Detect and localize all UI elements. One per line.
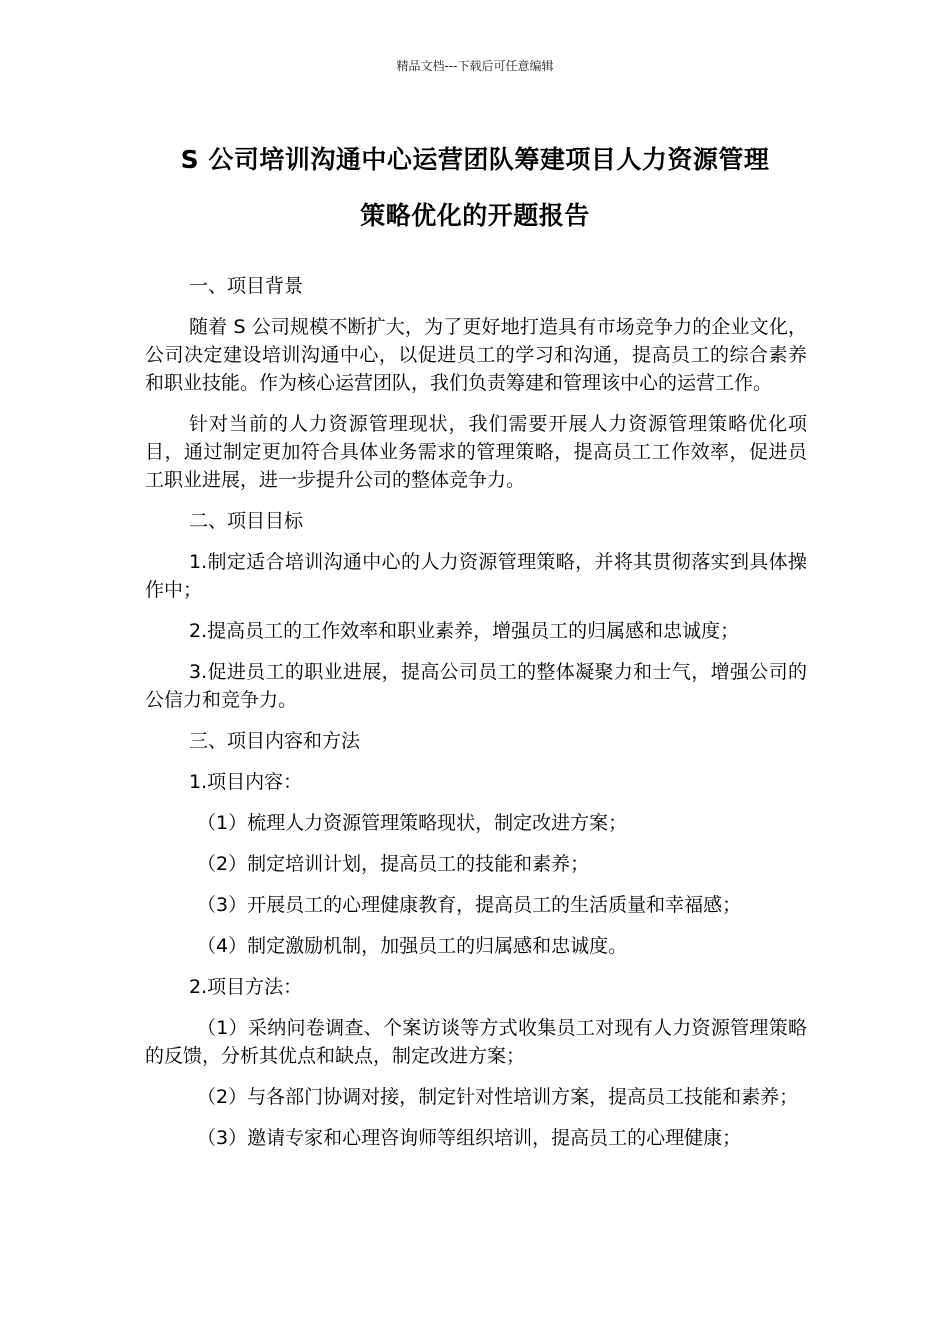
document-title-line-2: 策略优化的开题报告 xyxy=(360,201,590,230)
subsection-heading-methods: 2.项目方法： xyxy=(189,976,303,998)
goal-item: 1.制定适合培训沟通中心的人力资源管理策略，并将其贯彻落实到具体操作中； xyxy=(145,551,807,601)
content-item: （4）制定激励机制，加强员工的归属感和忠诚度。 xyxy=(197,935,628,957)
document-title-line-1: S 公司培训沟通中心运营团队筹建项目人力资源管理 xyxy=(180,145,770,174)
method-item: （2）与各部门协调对接，制定针对性培训方案，提高员工技能和素养； xyxy=(197,1086,799,1108)
content-item: （1）梳理人力资源管理策略现状，制定改进方案； xyxy=(197,812,628,834)
goal-item: 3.促进员工的职业进展，提高公司员工的整体凝聚力和士气，增强公司的公信力和竞争力。 xyxy=(145,661,807,711)
content-item: （3）开展员工的心理健康教育，提高员工的生活质量和幸福感； xyxy=(197,894,742,916)
subsection-heading-content: 1.项目内容： xyxy=(189,771,303,793)
section-heading-content-methods: 三、项目内容和方法 xyxy=(189,730,361,752)
paragraph: 随着 S 公司规模不断扩大，为了更好地打造具有市场竞争力的企业文化，公司决定建设培训沟通中心，以促进员工的学习和沟通，提高员工的综合素养和职业技能。作为核心运营团队，我们负责筹建和管理该中心的运营工作。 xyxy=(145,316,807,394)
content-item: （2）制定培训计划，提高员工的技能和素养； xyxy=(197,853,590,875)
method-item: （1）采纳问卷调查、个案访谈等方式收集员工对现有人力资源管理策略的反馈，分析其优点和缺点，制定改进方案； xyxy=(145,1017,807,1067)
section-heading-background: 一、项目背景 xyxy=(189,275,304,297)
document-body xyxy=(145,272,807,1165)
paragraph: 针对当前的人力资源管理现状，我们需要开展人力资源管理策略优化项目，通过制定更加符合具体业务需求的管理策略，提高员工工作效率，促进员工职业进展，进一步提升公司的整体竞争力。 xyxy=(145,413,807,491)
goal-item: 2.提高员工的工作效率和职业素养，增强员工的归属感和忠诚度； xyxy=(189,620,740,642)
section-heading-goals: 二、项目目标 xyxy=(189,510,304,532)
method-item: （3）邀请专家和心理咨询师等组织培训，提高员工的心理健康； xyxy=(197,1127,742,1149)
header-note: 精品文档---下载后可任意编辑 xyxy=(396,59,554,73)
